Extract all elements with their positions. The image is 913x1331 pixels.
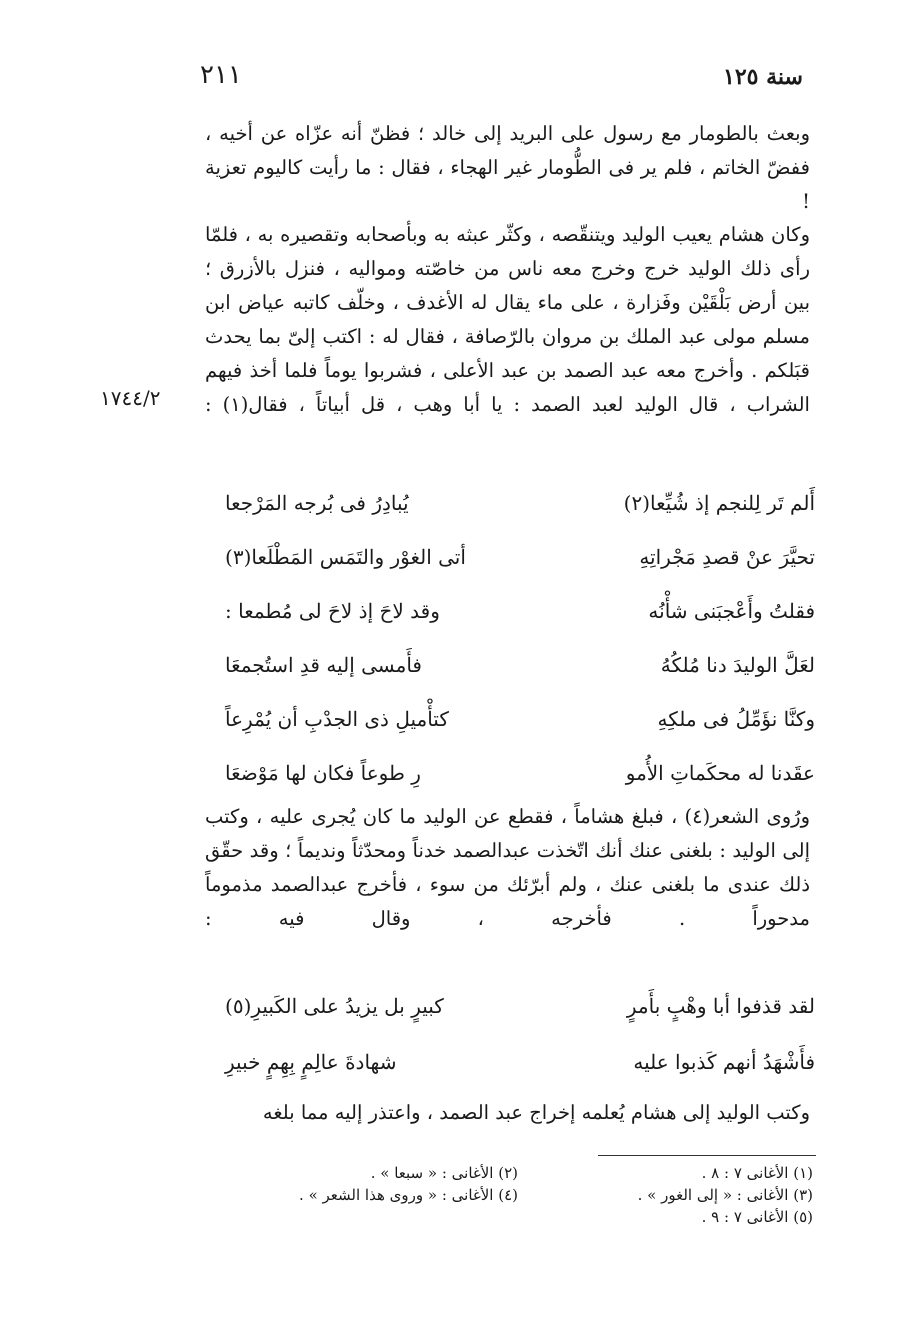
verse-hemistich-second: كبيرٍ بل يزيدُ على الكَبيرِ(٥) — [225, 994, 444, 1018]
verse-hemistich-first: أَلم تَر لِلنجم إذ شُيِّعا(٢) — [623, 491, 815, 515]
verse-hemistich-first: لعَلَّ الوليدَ دنا مُلكُهُ — [660, 653, 815, 677]
verse-hemistich-second: شهادةَ عالِمٍ بِهِمٍ خبيرِ — [225, 1050, 397, 1074]
poem-1 — [225, 476, 815, 800]
verse-hemistich-second: يُبادِرُ فى بُرجه المَرْجعا — [225, 491, 409, 515]
verse-hemistich-second: كتأْميلِ ذى الجدْبِ أن يُمْرِعاً — [225, 707, 449, 731]
verse-line — [225, 584, 815, 638]
verse-hemistich-first: تحيَّرَ عنْ قصدِ مَجْراتِهِ — [639, 545, 815, 569]
verse-line — [225, 638, 815, 692]
verse-line — [225, 530, 815, 584]
footnote-2: (٢) الأغانى : « سبعا » . — [370, 1164, 518, 1182]
verse-hemistich-first: عقَدنا له محكَماتِ الأُمو — [625, 761, 815, 785]
paragraph-3 — [205, 800, 810, 936]
paragraph-text: وكان هشام يعيب الوليد ويتنقّصه ، وكثّر عبثه به وبأصحابه وتقصيره به ، فلمّا رأى ذلك الوليد خرج وخرج معه ناس من خاصّته ومواليه ، فنزل بالأزرق ؛ بين أرض بَلْقَيْن وفَزارة ، على ماء يقال له الأغدف ، وخلّف كاتبه عياض ابن مسلم مولى عبد الملك بن مروان بالرّصافة ، فقال له : اكتب إلىّ بما يحدث قبَلكم . وأخرج معه عبد الصمد بن عبد الأعلى ، فشربوا يوماً فلما أخذ فيهم الشراب ، قال الوليد لعبد الصمد : يا أبا وهب ، قل أبياتاً ، فقال(١) : — [205, 223, 810, 416]
footnotes-left-column — [299, 1162, 518, 1206]
verse-hemistich-first: وكنَّا نؤَمِّلُ فى ملكِهِ — [657, 707, 815, 731]
footnote-5: (٥) الأغانى ٧ : ٩ . — [701, 1208, 813, 1226]
paragraph-2 — [205, 218, 810, 422]
verse-line — [225, 746, 815, 800]
paragraph-text: وكتب الوليد إلى هشام يُعلمه إخراج عبد الصمد ، واعتذر إليه مما بلغه — [262, 1101, 810, 1124]
verse-hemistich-first: فأَشْهَدُ أنهم كَذبوا عليه — [633, 1050, 815, 1074]
margin-reference: ١٧٤٤/٢ — [100, 386, 161, 410]
paragraph-1 — [205, 117, 810, 219]
verse-hemistich-first: لقد قذفوا أبا وهْبٍ بأَمرٍ — [626, 994, 815, 1018]
page-number: ٢١١ — [200, 60, 242, 90]
footnote-1: (١) الأغانى ٧ : ٨ . — [701, 1164, 813, 1182]
verse-line — [225, 978, 815, 1034]
verse-hemistich-second: أتى الغوْر والتَمَس المَطْلَعا(٣) — [225, 545, 466, 569]
verse-hemistich-first: فقلتُ وأَعْجبَنى شأْنُه — [648, 599, 815, 623]
verse-line — [225, 1034, 815, 1090]
footnotes-right-column — [638, 1162, 813, 1228]
footnote-4: (٤) الأغانى : « وروى هذا الشعر » . — [299, 1186, 518, 1204]
verse-line — [225, 476, 815, 530]
paragraph-text: وبعث بالطومار مع رسول على البريد إلى خالد ؛ فظنّ أنه عزّاه عن أخيه ، ففضّ الخاتم ، فلم ير فى الطُّومار غير الهجاء ، فقال : ما رأيت كاليوم تعزية ! — [205, 122, 810, 213]
footnote-divider — [598, 1155, 816, 1156]
verse-line — [225, 692, 815, 746]
running-header-year: سنة ١٢٥ — [723, 64, 803, 90]
paragraph-text: ورُوى الشعر(٤) ، فبلغ هشاماً ، فقطع عن الوليد ما كان يُجرى عليه ، وكتب إلى الوليد : بلغنى عنك أنك اتّخذت عبدالصمد خدناً ومحدّثاً ونديماً ؛ وقد حقّق ذلك عندى ما بلغنى عنك ، ولم أبرّئك من سوء ، فأخرج عبدالصمد مذموماً مدحوراً . فأخرجه ، وقال فيه : — [205, 805, 811, 930]
footnote-3: (٣) الأغانى : « إلى الغور » . — [637, 1186, 813, 1204]
paragraph-4 — [205, 1096, 810, 1130]
verse-hemistich-second: وقد لاحَ إذ لاحَ لى مُطمعا : — [225, 599, 440, 623]
verse-hemistich-second: رِ طوعاً فكان لها مَوْضعَا — [225, 761, 421, 785]
verse-hemistich-second: فأَمسى إليه قدِ استُجمعَا — [225, 653, 422, 677]
poem-2 — [225, 978, 815, 1090]
